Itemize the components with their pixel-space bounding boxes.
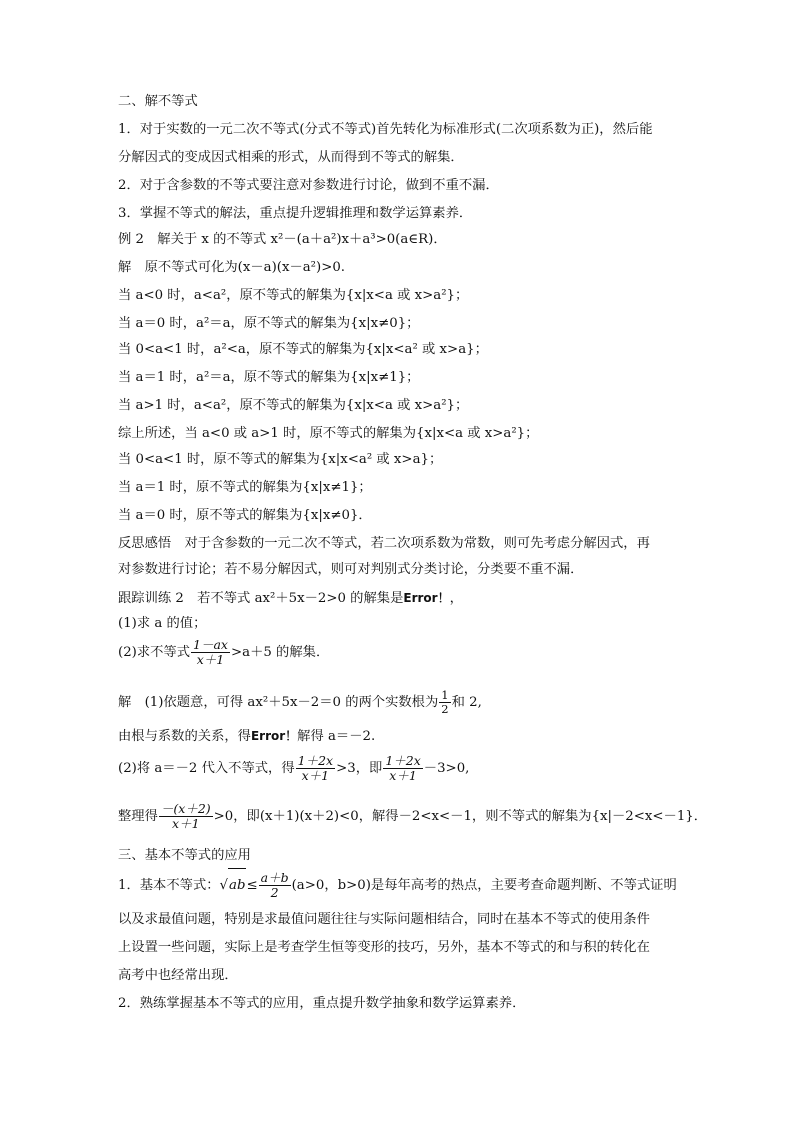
q2-numerator: 1－ax	[193, 637, 228, 652]
ans3-suffix: >0，即(x＋1)(x＋2)<0，解得－2<x<－1，则不等式的解集为{x|－2<x<－1}．	[213, 809, 708, 824]
s3-paragraph-1d: 高考中也经常出现．	[118, 968, 238, 983]
ans3-numerator: －(x＋2)	[160, 801, 211, 816]
s3-paragraph-2: 2．熟练掌握基本不等式的应用，重点提升数学抽象和数学运算素养．	[118, 996, 526, 1011]
ans1b-suffix: 解得 a＝－2.	[297, 729, 376, 744]
sqrt-radicand: ab	[228, 868, 246, 903]
q2-prefix: (2)求不等式	[118, 645, 191, 660]
le-sign: ≤	[246, 878, 258, 893]
ans1-fraction	[439, 689, 450, 716]
s2-paragraph-3: 3．掌握不等式的解法，重点提升逻辑推理和数学运算素养．	[118, 206, 473, 221]
s3-paragraph-1c: 上设置一些问题，实际上是考查学生恒等变形的技巧，另外，基本不等式的和与积的转化在	[118, 940, 650, 955]
ans3-fraction	[159, 802, 213, 831]
q2-denominator: x＋1	[196, 652, 225, 667]
summary-4: 当 a＝0 时，原不等式的解集为{x|x≠0}．	[118, 508, 372, 523]
s3-paragraph-1	[118, 868, 677, 903]
example-2-label: 例 2 解关于 x 的不等式 x²－(a＋a²)x＋a³>0(a∈R)．	[118, 232, 447, 247]
s3-numerator: a＋b	[260, 870, 289, 885]
s2-paragraph-1b: 分解因式的变成因式相乘的形式，从而得到不等式的解集．	[118, 150, 464, 165]
ans1-suffix: 和 2,	[451, 695, 482, 710]
ans3-denominator: x＋1	[172, 816, 200, 831]
ans2-fraction-1	[296, 754, 335, 783]
answer-1b	[118, 726, 375, 747]
case-4: 当 a＝1 时，a²＝a，原不等式的解集为{x|x≠1}；	[118, 370, 420, 385]
tracking-label: 跟踪训练 2 若不等式 ax²＋5x－2>0 的解集是	[118, 591, 404, 606]
ans2-suffix: －3>0,	[423, 761, 470, 776]
s3-p1-prefix: 1．基本不等式：	[118, 878, 220, 893]
answer-1	[118, 686, 482, 720]
question-2	[118, 636, 329, 670]
error-field-2: Error！	[250, 729, 298, 743]
s3-p1-suffix: (a>0，b>0)是每年高考的热点，主要考查命题判断、不等式证明	[291, 878, 677, 893]
section-2-title: 二、解不等式	[118, 94, 198, 109]
ans1-numerator: 1	[441, 688, 449, 702]
solution-intro: 解 原不等式可化为(x－a)(x－a²)>0.	[118, 260, 346, 275]
case-3: 当 0<a<1 时，a²<a，原不等式的解集为{x|x<a² 或 x>a}；	[118, 342, 488, 357]
error-field: Error！	[403, 591, 450, 605]
s2-paragraph-2: 2．对于含参数的不等式要注意对参数进行讨论，做到不重不漏．	[118, 178, 499, 193]
s3-fraction	[259, 871, 291, 900]
ans3-prefix: 整理得	[118, 809, 158, 824]
tracking-end: ，	[449, 591, 463, 606]
section-3-title: 三、基本不等式的应用	[118, 848, 251, 863]
ans1b-prefix: 由根与系数的关系，得	[118, 729, 251, 744]
s2-paragraph-1a: 1．对于实数的一元二次不等式(分式不等式)首先转化为标准形式(二次项系数为正)，然后能	[118, 122, 653, 137]
ans2-f1-denominator: x＋1	[301, 768, 330, 783]
s3-paragraph-1b: 以及求最值问题，特别是求最值问题往往与实际问题相结合，同时在基本不等式的使用条件	[118, 912, 650, 927]
summary-2: 当 0<a<1 时，原不等式的解集为{x|x<a² 或 x>a}；	[118, 452, 443, 467]
tracking-exercise-2	[118, 588, 463, 609]
case-2: 当 a＝0 时，a²＝a，原不等式的解集为{x|x≠0}；	[118, 316, 420, 331]
sqrt-icon: √	[219, 878, 229, 893]
ans2-f1-numerator: 1＋2x	[297, 753, 334, 768]
s3-denominator: 2	[270, 885, 279, 900]
case-5: 当 a>1 时，a<a²，原不等式的解集为{x|x<a 或 x>a²}；	[118, 398, 469, 413]
q2-suffix: >a＋5 的解集．	[231, 645, 330, 660]
ans1-prefix: 解 (1)依题意，可得 ax²＋5x－2＝0 的两个实数根为	[118, 695, 439, 710]
question-1: (1)求 a 的值；	[118, 616, 207, 631]
ans2-fraction-2	[383, 754, 422, 783]
summary-3: 当 a＝1 时，原不等式的解集为{x|x≠1}；	[118, 480, 372, 495]
reflection-a: 反思感悟 对于含参数的一元二次不等式，若二次项系数为常数，则可先考虑分解因式，再	[118, 536, 650, 551]
ans1-denominator: 2	[441, 702, 449, 716]
ans2-middle: >3，即	[336, 761, 383, 776]
answer-3	[118, 800, 707, 834]
q2-fraction	[191, 638, 230, 667]
ans2-f2-denominator: x＋1	[389, 768, 417, 783]
summary-1: 综上所述，当 a<0 或 a>1 时，原不等式的解集为{x|x<a 或 x>a²}；	[118, 426, 539, 441]
reflection-b: 对参数进行讨论；若不易分解因式，则可对判别式分类讨论，分类要不重不漏．	[118, 562, 584, 577]
answer-2	[118, 752, 469, 786]
ans2-prefix: (2)将 a＝－2 代入不等式，得	[118, 761, 295, 776]
ans2-f2-numerator: 1＋2x	[385, 753, 421, 768]
case-1: 当 a<0 时，a<a²，原不等式的解集为{x|x<a 或 x>a²}；	[118, 288, 469, 303]
